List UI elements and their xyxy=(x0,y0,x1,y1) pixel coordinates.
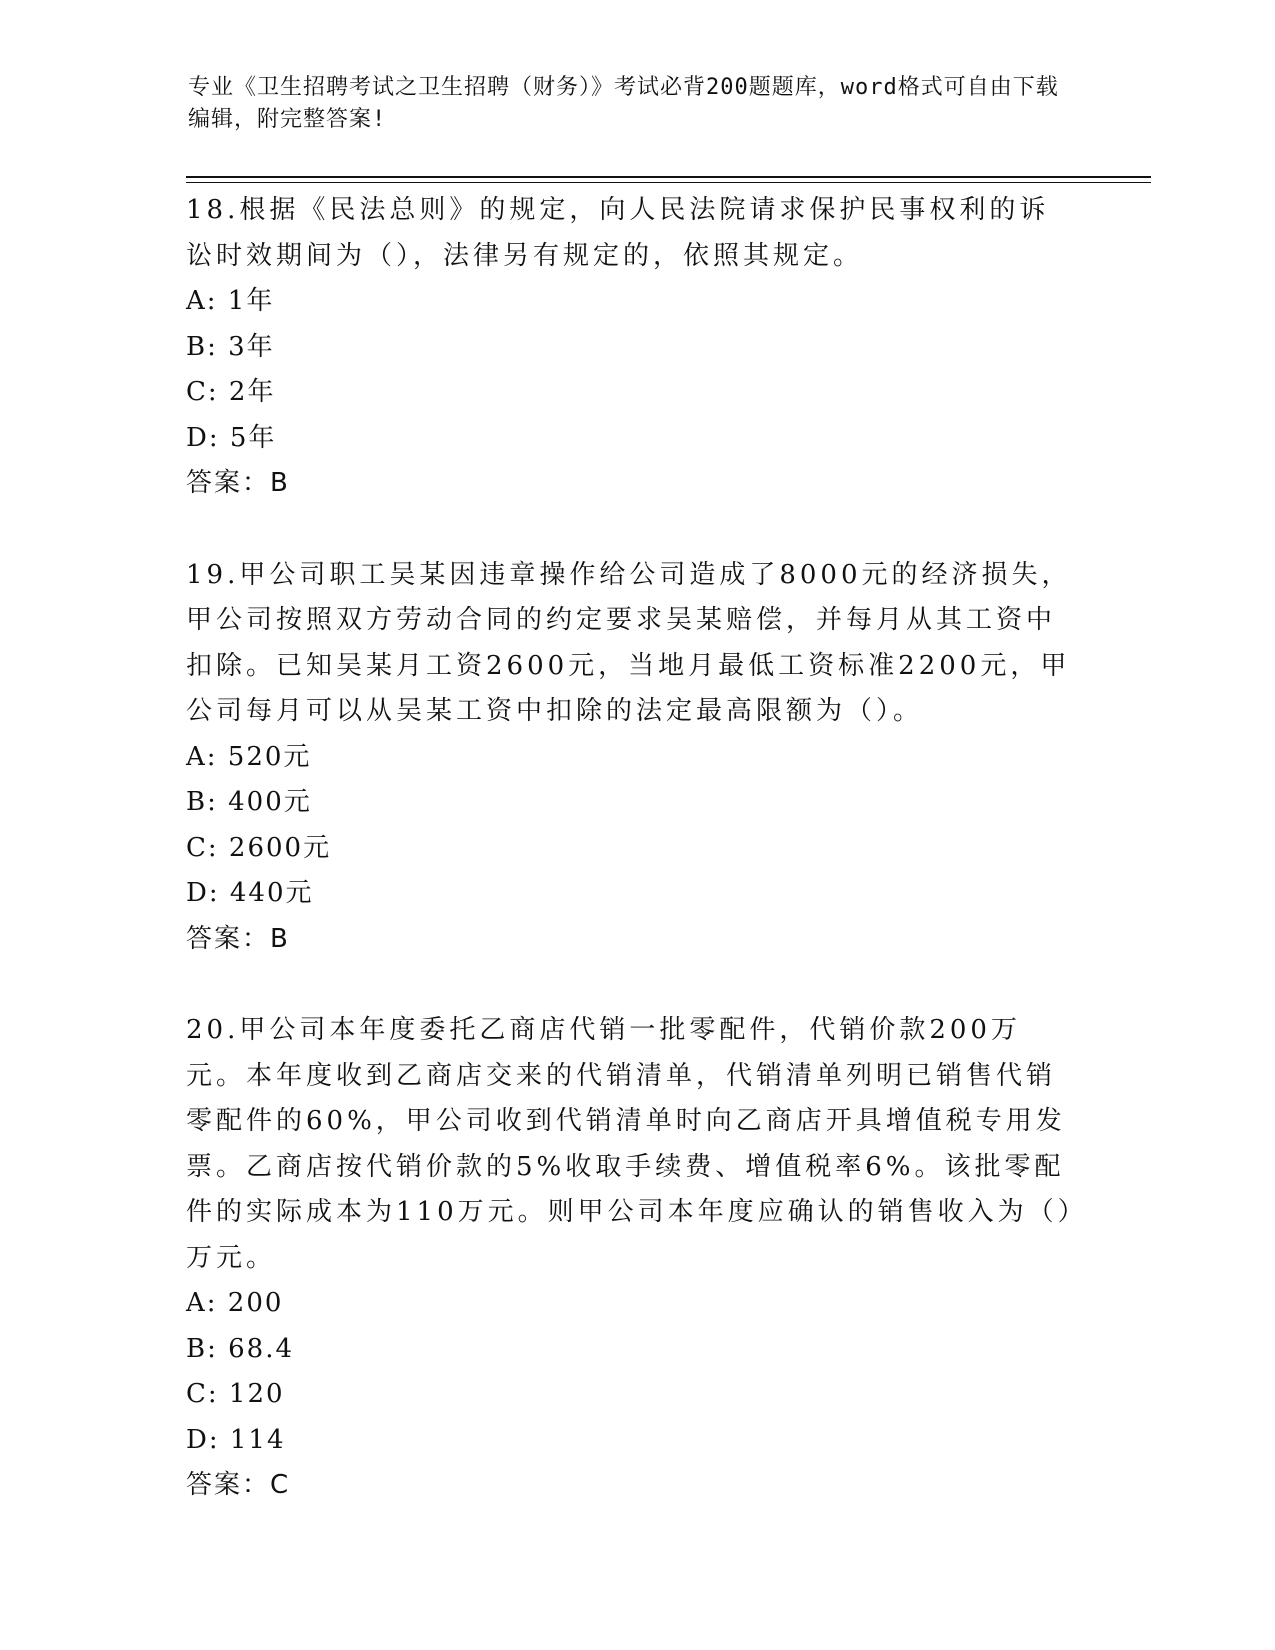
option-c: C: 2600元 xyxy=(186,832,332,863)
question-18 xyxy=(186,188,1076,507)
question-20 xyxy=(186,1008,1076,1509)
option-c: C: 2年 xyxy=(186,377,276,407)
option-b: B: 400元 xyxy=(186,787,312,817)
question-text: 18.根据《民法总则》的规定，向人民法院请求保护民事权利的诉讼时效期间为（），法律另有规定的，依照其规定。 xyxy=(186,195,1050,271)
header-divider-thin xyxy=(186,182,1151,183)
question-text: 19.甲公司职工吴某因违章操作给公司造成了8000元的经济损失，甲公司按照双方劳动合同的约定要求吴某赔偿，并每月从其工资中扣除。已知吴某月工资2600元，当地月最低工资标准2200元，甲公司每月可以从吴某工资中扣除的法定最高限额为（）。 xyxy=(186,559,1072,726)
option-d: D: 5年 xyxy=(186,422,277,453)
question-19 xyxy=(186,553,1076,963)
answer-line: 答案：B xyxy=(186,923,290,954)
answer-line: 答案：B xyxy=(186,468,290,498)
option-d: D: 440元 xyxy=(186,878,314,908)
answer-line: 答案：C xyxy=(186,1470,291,1500)
header-divider-thick xyxy=(186,176,1151,178)
option-d: D: 114 xyxy=(186,1424,286,1455)
option-a: A: 200 xyxy=(186,1288,284,1318)
option-b: B: 3年 xyxy=(186,331,275,362)
option-c: C: 120 xyxy=(186,1379,285,1409)
option-b: B: 68.4 xyxy=(186,1333,295,1364)
question-text: 20.甲公司本年度委托乙商店代销一批零配件，代销价款200万元。本年度收到乙商店交来的代销清单，代销清单列明已销售代销零配件的60%，甲公司收到代销清单时向乙商店开具增值税专用发票。乙商店按代销价款的5%收取手续费、增值税率6%。该批零配件的实际成本为110万元。则甲公司本年度应确认的销售收入为（）万元。 xyxy=(186,1015,1075,1273)
option-a: A: 520元 xyxy=(186,741,312,772)
question-list xyxy=(186,188,1076,1555)
option-a: A: 1年 xyxy=(186,286,275,316)
document-header: 专业《卫生招聘考试之卫生招聘（财务）》考试必背200题题库，word格式可自由下载编辑，附完整答案! xyxy=(188,75,1059,132)
